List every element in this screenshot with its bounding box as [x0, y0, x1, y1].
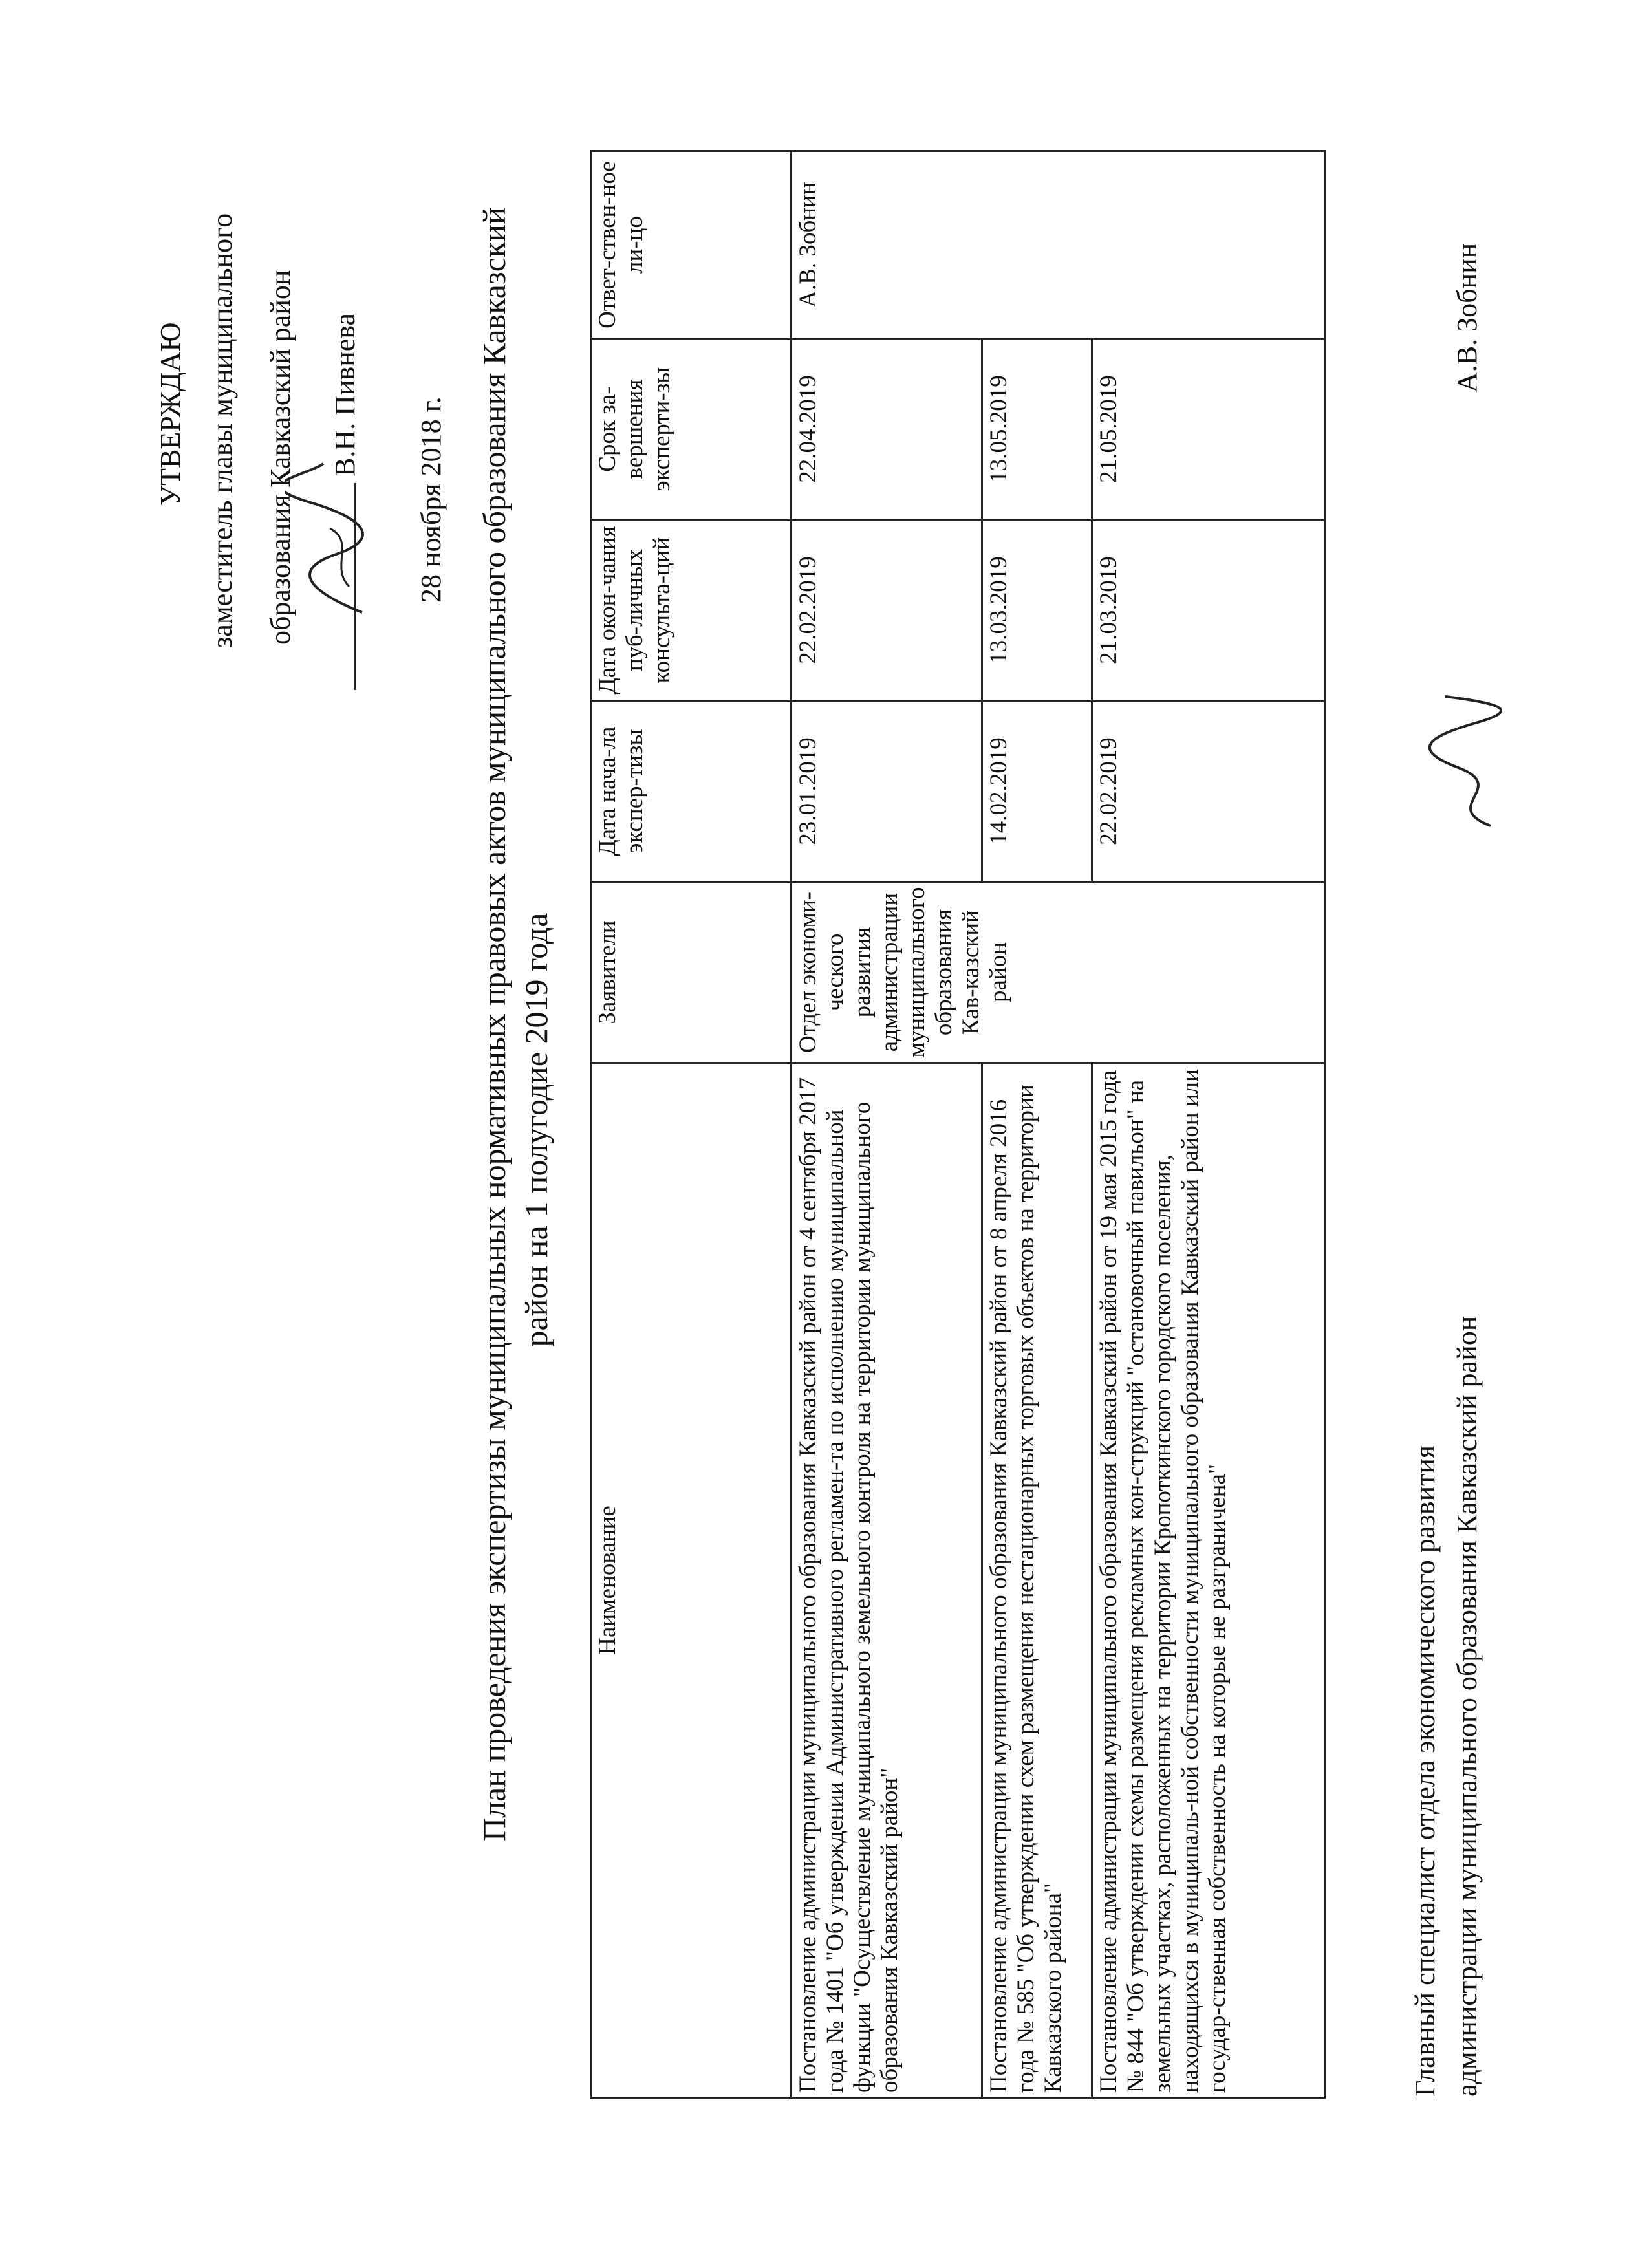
row-name: Постановление администрации муниципального образования Кавказский район от 4 сентября 2017 года № 1401 "Об утверждении Административного регламен-та по исполнению муниципальной функции "Осуществление муниципального земельного контроля на территории муниципального образования Кавказский район": [792, 1063, 982, 2098]
row-start: 23.01.2019: [792, 701, 982, 882]
row-deadline: 22.04.2019: [792, 339, 982, 520]
col-responsible-header: Ответ-ствен-ное ли-цо: [591, 151, 792, 339]
plan-title-line2: район на 1 полугодие 2019 года: [518, 913, 554, 1347]
approval-signature: [285, 457, 382, 625]
row-name: Постановление администрации муниципального образования Кавказский район от 8 апреля 2016 года № 585 "Об утверждении схем размещения нестационарных торговых объектов на территории Кавказского района": [982, 1063, 1092, 2098]
plan-title-line1: План проведения экспертизы муниципальных нормативных правовых актов муниципального образования Кавказский: [476, 207, 512, 1841]
col-applicant-header: Заявители: [591, 882, 792, 1063]
footer-signer: А.В. Зобнин: [1451, 243, 1483, 393]
plan-table: [590, 150, 1326, 2099]
approval-date: 28 ноября 2018 г.: [415, 396, 447, 603]
footer-signature: [1419, 690, 1516, 832]
table-header-row: [591, 151, 792, 2098]
row-start: 14.02.2019: [982, 701, 1092, 882]
col-name-header: Наименование: [591, 1063, 792, 2098]
table-row: [1092, 151, 1325, 2098]
footer-position-line1: Главный специалист отдела экономического развития: [1409, 1445, 1441, 2097]
row-name: Постановление администрации муниципального образования Кавказский район от 19 мая 2015 года № 844 "Об утверждении схемы размещения рекламных кон-струкций "остановочный павильон" на земельных участках, расположенных на территории Кропоткинского городского поселения, находящихся в муниципаль-ной собственности муниципального образования Кавказский район или государ-ственная собственность на которые не разграничена": [1092, 1063, 1325, 2098]
col-start-header: Дата нача-ла экспер-тизы: [591, 701, 792, 882]
approval-heading: УТВЕРЖДАЮ: [155, 322, 186, 506]
approval-signature-line: [354, 483, 356, 690]
row-consult-end: 22.02.2019: [792, 520, 982, 701]
col-deadline-header: Срок за-вершения эксперти-зы: [591, 339, 792, 520]
approval-signer: В.Н. Пивнева: [329, 312, 361, 477]
col-consult-end-header: Дата окон-чания пуб-личных консульта-ций: [591, 520, 792, 701]
row-deadline: 21.05.2019: [1092, 339, 1325, 520]
responsible-cell: А.В. Зобнин: [792, 151, 1325, 339]
approval-position-line1: заместитель главы муниципального: [206, 213, 238, 648]
table-row: [792, 151, 982, 2098]
approval-position-line2: образования Кавказский район: [264, 270, 296, 645]
row-consult-end: 13.03.2019: [982, 520, 1092, 701]
table-row: [982, 151, 1092, 2098]
row-consult-end: 21.03.2019: [1092, 520, 1325, 701]
row-start: 22.02.2019: [1092, 701, 1325, 882]
footer-position-line2: администрации муниципального образования Кавказский район: [1451, 1315, 1483, 2097]
applicant-cell: Отдел экономи-ческого развития администрации муниципального образования Кав-казский район: [792, 882, 1325, 1063]
row-deadline: 13.05.2019: [982, 339, 1092, 520]
